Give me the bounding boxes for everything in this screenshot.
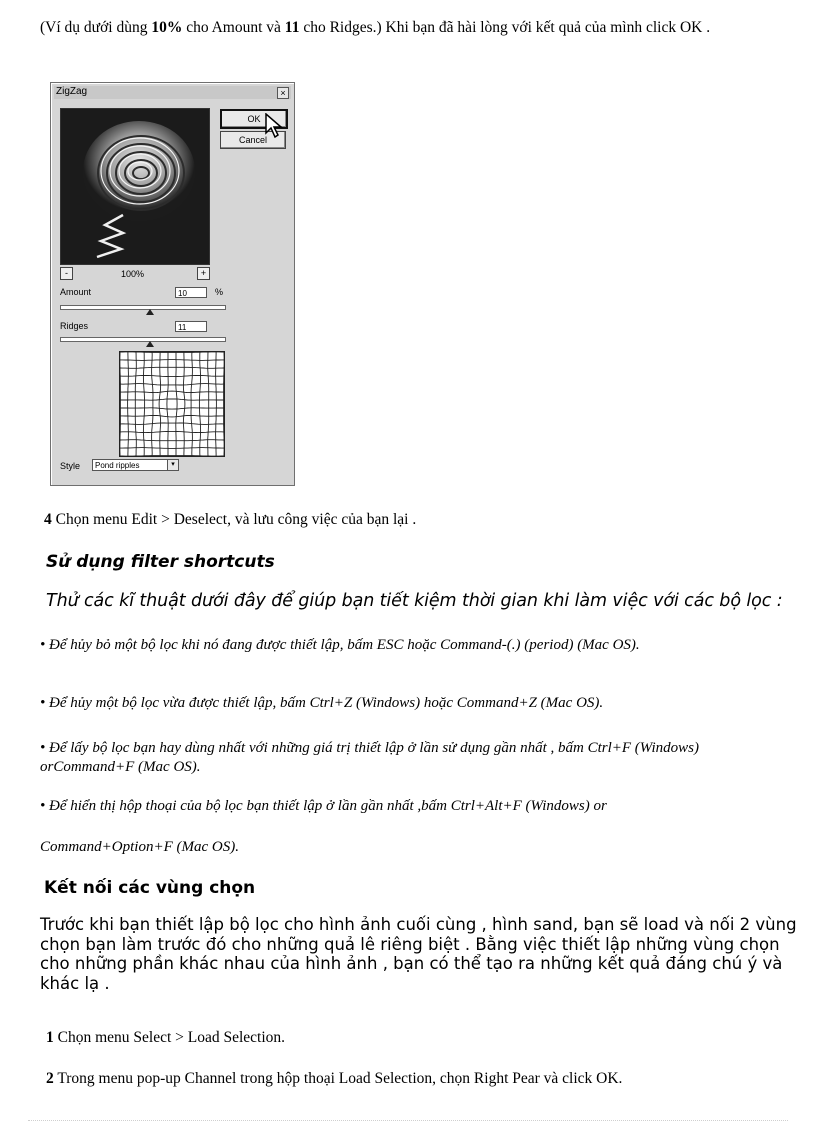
arrow-cursor-icon bbox=[265, 113, 285, 139]
style-select-value: Pond ripples bbox=[95, 461, 140, 470]
zoom-in-button[interactable]: + bbox=[197, 267, 210, 280]
zigzag-dialog bbox=[50, 82, 295, 486]
grid-graphic bbox=[120, 352, 224, 456]
step-4 bbox=[44, 511, 794, 529]
amount-field[interactable]: 10 bbox=[175, 287, 207, 298]
heading-combine-selections: Kết nối các vùng chọn bbox=[44, 878, 256, 898]
cancel-button[interactable]: Cancel bbox=[220, 131, 286, 149]
step-4-number: 4 bbox=[44, 511, 52, 528]
bullet-2: • Để hủy một bộ lọc vừa được thiết lập, bấm Ctrl+Z (Windows) hoặc Command+Z (Mac OS). bbox=[40, 695, 604, 711]
dialog-title: ZigZag bbox=[56, 86, 88, 97]
zoom-out-button[interactable]: - bbox=[60, 267, 73, 280]
amount-unit: % bbox=[215, 287, 224, 297]
bullet-1: • Để hủy bỏ một bộ lọc khi nó đang được thiết lập, bấm ESC hoặc Command-(.) (period) (Mac OS). bbox=[40, 637, 640, 653]
intro-text-1: (Ví dụ dưới dùng bbox=[40, 19, 152, 36]
ripple-grid-preview bbox=[119, 351, 225, 457]
amount-slider-thumb[interactable] bbox=[146, 309, 154, 315]
heading-filter-shortcuts: Sử dụng filter shortcuts bbox=[46, 552, 275, 572]
style-label: Style bbox=[60, 461, 81, 471]
bullet-3: • Để lấy bộ lọc bạn hay dùng nhất với những giá trị thiết lập ở lần sử dụng gần nhất , bấm Ctrl+F (Windows) orCommand+F (Mac OS). bbox=[40, 740, 699, 775]
section-2-paragraph: Trước khi bạn thiết lập bộ lọc cho hình ảnh cuối cùng , hình sand, bạn sẽ load và nối 2 vùng chọn bạn làm trước đó cho những quả lê riêng biệt . Bằng việc thiết lập những vùng chọn cho những phần khác nhau của hình ảnh , bạn có thể tạo ra những kết quả đáng chú ý và khác lạ . bbox=[40, 915, 797, 993]
step-2 bbox=[46, 1070, 796, 1088]
bullet-4-continuation: Command+Option+F (Mac OS). bbox=[40, 839, 239, 855]
step-2-text: Trong menu pop-up Channel trong hộp thoại Load Selection, chọn Right Pear và click OK. bbox=[53, 1070, 623, 1087]
ridges-slider-thumb[interactable] bbox=[146, 341, 154, 347]
intro-text-2: cho Amount và bbox=[182, 19, 285, 36]
filter-preview-image bbox=[60, 108, 210, 265]
step-1-number: 1 bbox=[46, 1029, 54, 1046]
step-1-text: Chọn menu Select > Load Selection. bbox=[53, 1029, 286, 1046]
chevron-down-icon: ▾ bbox=[167, 460, 178, 470]
ripple-preview-graphic bbox=[61, 109, 209, 264]
ridges-slider-track[interactable] bbox=[60, 337, 226, 342]
style-select[interactable] bbox=[92, 459, 179, 471]
step-1 bbox=[46, 1029, 796, 1047]
intro-text-3: cho Ridges.) Khi bạn đã hài lòng với kết quả của mình click OK . bbox=[299, 19, 711, 36]
ok-button[interactable]: OK bbox=[220, 109, 288, 129]
intro-paragraph bbox=[40, 18, 790, 37]
amount-slider-track[interactable] bbox=[60, 305, 226, 310]
bullet-4: • Để hiển thị hộp thoại của bộ lọc bạn thiết lập ở lần gần nhất ,bấm Ctrl+Alt+F (Windows) or bbox=[40, 798, 607, 814]
intro-amount-value: 10% bbox=[151, 19, 183, 36]
step-2-number: 2 bbox=[46, 1070, 54, 1087]
ridges-field[interactable]: 11 bbox=[175, 321, 207, 332]
ridges-label: Ridges bbox=[60, 321, 89, 331]
close-icon[interactable]: × bbox=[277, 87, 289, 99]
intro-ridges-value: 11 bbox=[284, 19, 300, 36]
dialog-title-bar bbox=[54, 86, 291, 99]
amount-label: Amount bbox=[60, 287, 92, 297]
page-divider bbox=[28, 1120, 788, 1121]
step-4-text: Chọn menu Edit > Deselect, và lưu công việc của bạn lại . bbox=[51, 511, 417, 528]
section-1-lead: Thử các kĩ thuật dưới đây để giúp bạn tiết kiệm thời gian khi làm việc với các bộ lọc : bbox=[46, 591, 783, 611]
zoom-level: 100% bbox=[121, 269, 145, 279]
